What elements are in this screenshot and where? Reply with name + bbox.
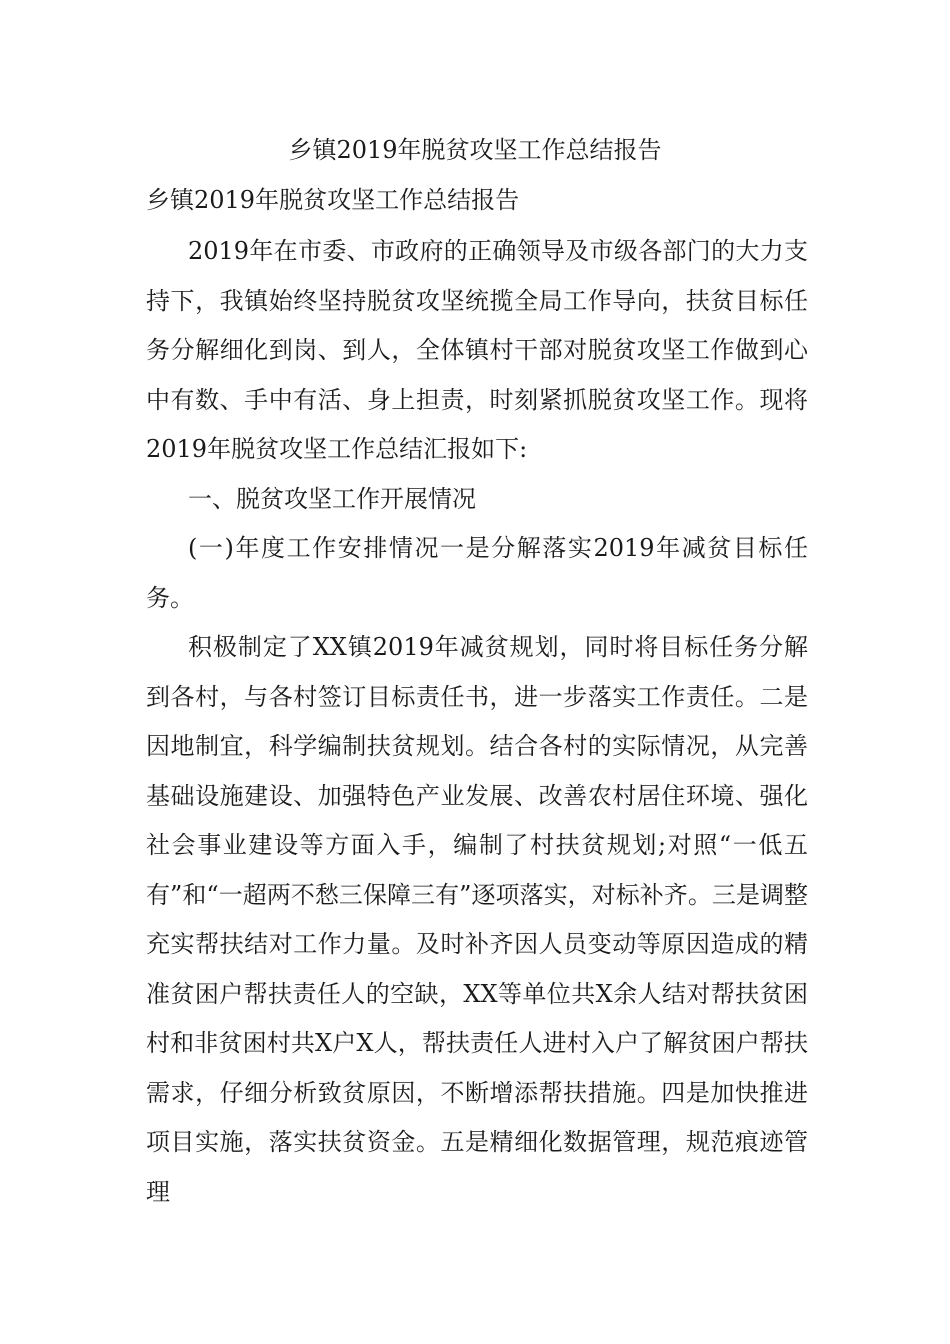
subsection-heading: (一)年度工作安排情况一是分解落实2019年减贫目标任务。: [146, 534, 808, 612]
paragraph-details: 积极制定了XX镇2019年减贫规划，同时将目标任务分解到各村，与各村签订目标责任书，进一步落实工作责任。二是因地制宜，科学编制扶贫规划。结合各村的实际情况，从完善基础设施建设、加强特色产业发展、改善农村居住环境、强化社会事业建设等方面入手，编制了村扶贫规划;对照“一低五有”和“一超两不愁三保障三有”逐项落实，对标补齐。三是调整充实帮扶结对工作力量。及时补齐因人员变动等原因造成的精准贫困户帮扶责任人的空缺，XX等单位共X余人结对帮扶贫困村和非贫困村共X户X人，帮扶责任人进村入户了解贫困户帮扶需求，仔细分析致贫原因，不断增添帮扶措施。四是加快推进项目实施，落实扶贫资金。五是精细化数据管理，规范痕迹管理: [146, 633, 808, 1206]
paragraph-intro: 2019年在市委、市政府的正确领导及市级各部门的大力支持下，我镇始终坚持脱贫攻坚统揽全局工作导向，扶贫目标任务分解细化到岗、到人，全体镇村干部对脱贫攻坚工作做到心中有数、手中有活、身上担责，时刻紧抓脱贫攻坚工作。现将2019年脱贫攻坚工作总结汇报如下:: [146, 237, 808, 463]
section-heading: 一、脱贫攻坚工作开展情况: [188, 484, 476, 513]
document-body: [146, 227, 808, 1217]
document-subtitle: 乡镇2019年脱贫攻坚工作总结报告: [146, 186, 520, 214]
document-title: 乡镇2019年脱贫攻坚工作总结报告: [288, 136, 662, 164]
